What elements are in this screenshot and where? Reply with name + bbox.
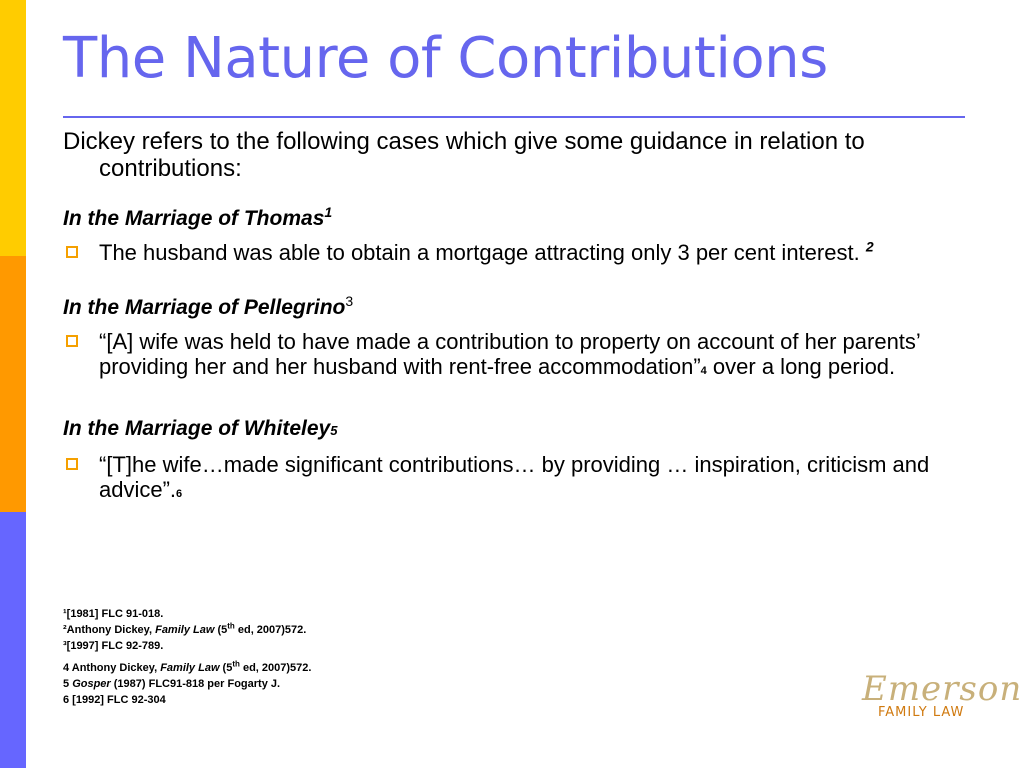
footnote-2 [63,622,311,638]
case-heading-thomas [63,206,968,232]
footnote-ref: 4 [700,365,707,377]
footnote-sup: th [227,621,235,631]
accent-bar-yellow [0,0,26,256]
footnote-text: (5 [219,662,233,674]
footnote-text: (1987) FLC91-818 per Fogarty J. [110,678,281,690]
slide-title: The Nature of Contributions [63,26,828,91]
bullet-text: The husband was able to obtain a mortgage attracting only 3 per cent interest. [99,240,860,265]
logo-wordmark: Emerson [862,669,1023,709]
footnote-text: ed, 2007)572. [234,624,307,636]
accent-bar-blue [0,512,26,768]
case-heading-text: In the Marriage of Thomas [63,207,325,230]
footnote-4 [63,660,311,676]
case-bullet-pellegrino [63,329,968,384]
footnote-sup: th [232,659,240,669]
footnote-text: ²Anthony Dickey, [63,624,156,636]
footnote-6: 6 [1992] FLC 92-304 [63,694,166,706]
footnote-ref: 3 [345,293,354,309]
bullet-text: “[A] wife was held to have made a contribution to property on account of her parents’ providing her and her husband with rent-free accommodation” [99,329,920,379]
bullet-square-icon [66,458,78,470]
bullet-tail-text: over a long period. [712,354,896,379]
intro-paragraph: Dickey refers to the following cases which give some guidance in relation to contributions: [63,128,865,182]
footnote-ref: 6 [176,488,183,500]
footnote-ref: 2 [865,238,874,255]
footnote-title: Family Law [155,624,215,636]
logo-subtitle: FAMILY LAW [878,705,965,720]
bullet-square-icon [66,335,78,347]
case-heading-pellegrino [63,295,968,321]
accent-bar-orange [0,256,26,512]
case-bullet-whiteley [63,452,968,507]
case-bullet-thomas [63,240,968,265]
slide-body [63,128,968,507]
case-heading-whiteley [63,416,968,444]
footnotes [63,606,311,708]
case-heading-text: In the Marriage of Whiteley [63,417,331,440]
emerson-logo [862,669,1023,722]
bullet-square-icon [66,246,78,258]
bullet-text: “[T]he wife…made significant contributions… by providing … inspiration, criticism and advice”. [99,452,930,502]
title-divider [63,116,965,118]
footnote-text: ed, 2007)572. [239,662,312,674]
footnote-ref: 1 [324,204,333,220]
footnote-title: Gosper [72,678,111,690]
footnote-5 [63,676,311,692]
footnote-3: ³[1997] FLC 92-789. [63,640,164,652]
footnote-title: Family Law [160,662,220,674]
footnote-ref: 5 [330,423,338,438]
footnote-1: ¹[1981] FLC 91-018. [63,608,164,620]
footnote-text: 4 Anthony Dickey, [63,662,161,674]
footnote-text: 5 [63,678,73,690]
footnote-text: (5 [214,624,228,636]
case-heading-text: In the Marriage of Pellegrino [63,296,346,319]
